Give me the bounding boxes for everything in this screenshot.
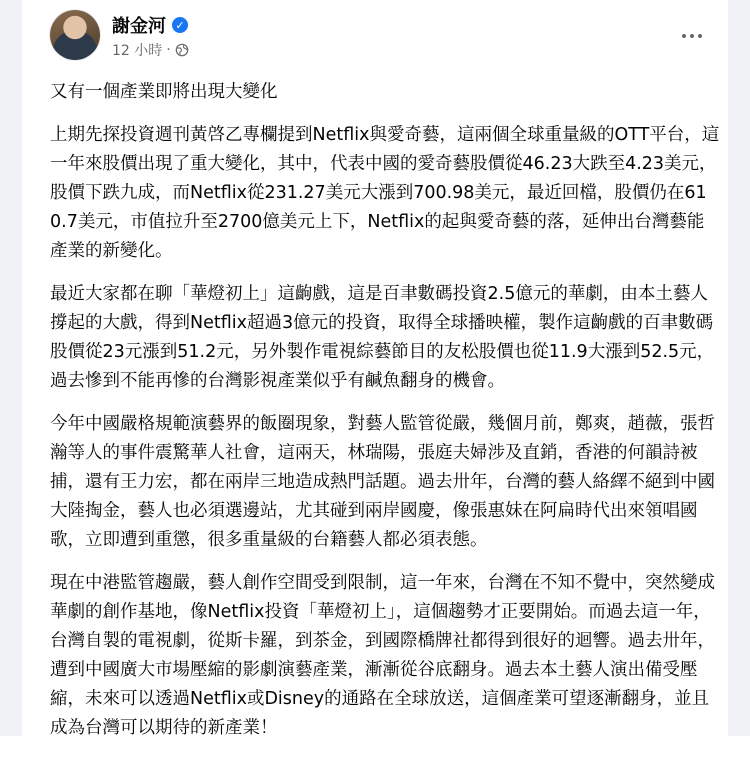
post-paragraph: 最近大家都在聊「華燈初上」這齣戲，這是百聿數碼投資2.5億元的華劇，由本土藝人撐起的大戲，得到Netflix超過3億元的投資，取得全球播映權，製作這齣戲的百聿數碼股價從23元漲到51.2元，另外製作電視綜藝節目的友松股價也從11.9大漲到52.5元，過去慘到不能再慘的台灣影視產業似乎有鹹魚翻身的機會。 <box>50 284 715 391</box>
post-paragraph: 又有一個產業即將出現大變化 <box>50 82 278 102</box>
page-background-left <box>0 0 22 736</box>
page-background-right <box>728 0 750 736</box>
verified-badge-icon: ✓ <box>172 17 188 33</box>
more-dot <box>690 34 694 38</box>
more-dot <box>698 34 702 38</box>
more-options-icon[interactable] <box>674 24 710 48</box>
post-body <box>50 78 720 757</box>
post-meta <box>112 40 189 60</box>
post-card <box>22 0 728 736</box>
author-name[interactable]: 謝金河 <box>112 16 166 37</box>
post-paragraph: 現在中港監管趨嚴，藝人創作空間受到限制，這一年來，台灣在不知不覺中，突然變成華劇的創作基地，像Netflix投資「華燈初上」，這個趨勢才正要開始。而過去這一年，台灣自製的電視劇，從斯卡羅，到茶金，到國際橋牌社都得到很好的迴響。過去卅年，遭到中國廣大市場壓縮的影劇演藝產業，漸漸從谷底翻身。過去本土藝人演出備受壓縮，未來可以透過Netflix或Disney的通路在全球放送，這個產業可望逐漸翻身，並且成為台灣可以期待的新產業！ <box>50 573 715 738</box>
meta-separator: · <box>166 42 171 58</box>
author-avatar[interactable] <box>50 10 100 60</box>
author-name-row <box>112 12 188 38</box>
post-header <box>50 10 710 66</box>
post-paragraph: 上期先探投資週刊黃啓乙專欄提到Netflix與愛奇藝，這兩個全球重量級的OTT平台，這一年來股價出現了重大變化，其中，代表中國的愛奇藝股價從46.23大跌至4.23美元，股價下跌九成，而Netflix從231.27美元大漲到700.98美元，最近回檔，股價仍在610.7美元，市值拉升至2700億美元上下，Netflix的起與愛奇藝的落，延伸出台灣藝能產業的新變化。 <box>50 125 720 261</box>
globe-icon[interactable] <box>175 43 189 57</box>
more-dot <box>682 34 686 38</box>
post-paragraph: 今年中國嚴格規範演藝界的飯圈現象，對藝人監管從嚴，幾個月前，鄭爽，趙薇，張哲瀚等人的事件震驚華人社會，這兩天，林瑞陽，張庭夫婦涉及直銷，香港的何韻詩被捕，還有王力宏，都在兩岸三地造成熱門話題。過去卅年，台灣的藝人絡繹不絕到中國大陸掏金，藝人也必須選邊站，尤其碰到兩岸國慶，像張惠妹在阿扁時代出來領唱國歌，立即遭到重懲，很多重量級的台籍藝人都必須表態。 <box>50 414 715 550</box>
post-time[interactable]: 12 小時 <box>112 43 163 59</box>
